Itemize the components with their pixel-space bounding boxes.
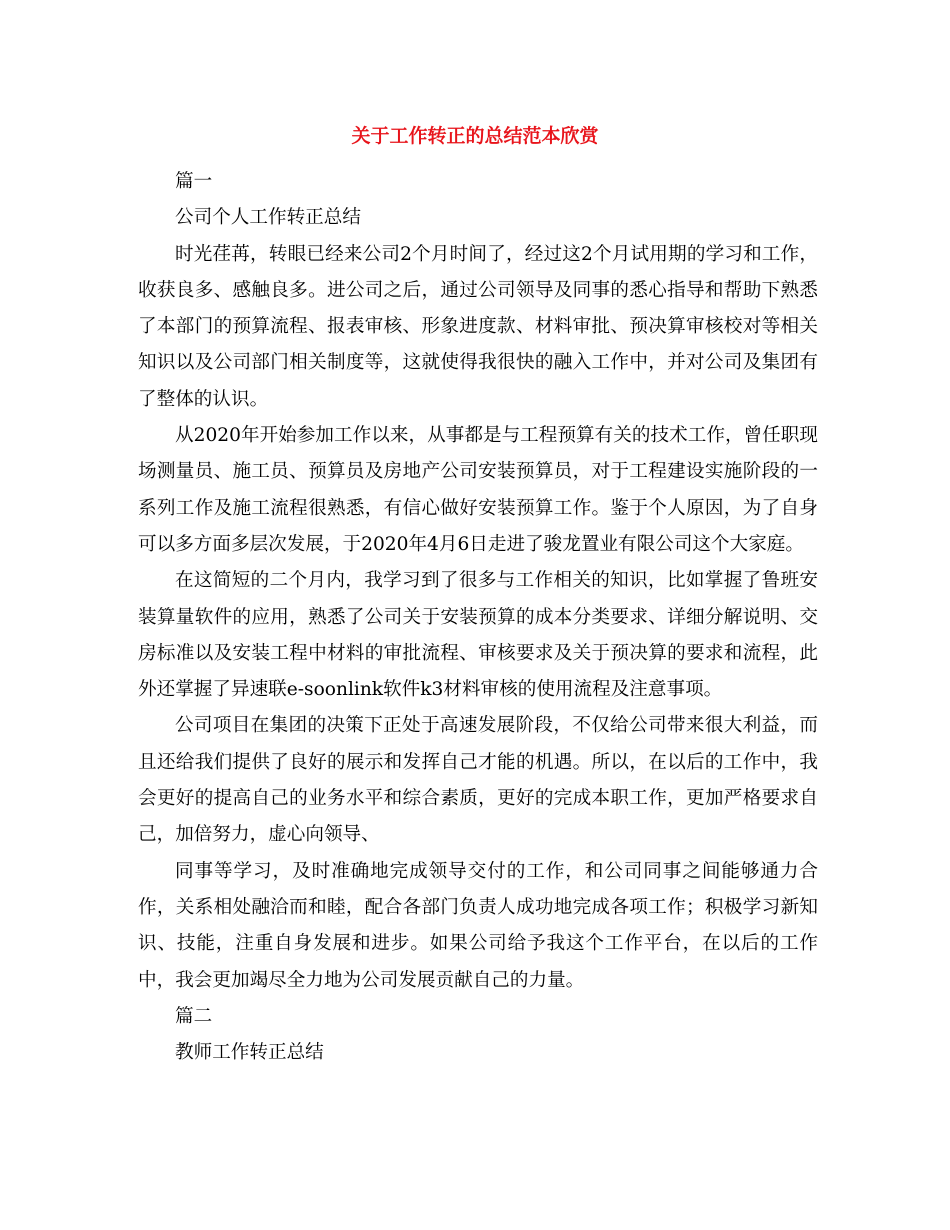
- paragraph-3: 在这简短的二个月内，我学习到了很多与工作相关的知识，比如掌握了鲁班安装算量软件的应用，熟悉了公司关于安装预算的成本分类要求、详细分解说明、交房标准以及安装工程中材料的审批流程、审核要求及关于预决算的要求和流程，此外还掌握了异速联e-soonlink软件k3材料审核的使用流程及注意事项。: [138, 570, 818, 701]
- paragraph-4: 公司项目在集团的决策下正处于高速发展阶段，不仅给公司带来很大利益，而且还给我们提供了良好的展示和发挥自己才能的机遇。所以，在以后的工作中，我会更好的提高自己的业务水平和综合素质，更好的完成本职工作，更加严格要求自己，加倍努力，虚心向领导、: [138, 715, 818, 846]
- paragraph-1: 时光荏苒，转眼已经来公司2个月时间了，经过这2个月试用期的学习和工作，收获良多、感触良多。进公司之后，通过公司领导及同事的悉心指导和帮助下熟悉了本部门的预算流程、报表审核、形象进度款、材料审批、预决算审核校对等相关知识以及公司部门相关制度等，这就使得我很快的融入工作中，并对公司及集团有了整体的认识。: [138, 243, 818, 410]
- section-1-label: 篇一: [175, 171, 213, 192]
- section-1-subtitle: 公司个人工作转正总结: [175, 207, 361, 229]
- paragraph-2: 从2020年开始参加工作以来，从事都是与工程预算有关的技术工作，曾任职现场测量员、施工员、预算员及房地产公司安装预算员，对于工程建设实施阶段的一系列工作及施工流程很熟悉，有信心做好安装预算工作。鉴于个人原因，为了自身可以多方面多层次发展，于2020年4月6日走进了骏龙置业有限公司这个大家庭。: [138, 425, 818, 555]
- section-2-subtitle: 教师工作转正总结: [175, 1042, 324, 1064]
- document-body: [138, 164, 818, 1071]
- section-2-label: 篇二: [175, 1005, 213, 1027]
- paragraph-5: 同事等学习，及时准确地完成领导交付的工作，和公司同事之间能够通力合作，关系相处融洽而和睦，配合各部门负责人成功地完成各项工作；积极学习新知识、技能，注重自身发展和进步。如果公司给予我这个工作平台，在以后的工作中，我会更加竭尽全力地为公司发展贡献自己的力量。: [138, 860, 818, 991]
- document-title: 关于工作转正的总结范本欣赏: [351, 125, 599, 147]
